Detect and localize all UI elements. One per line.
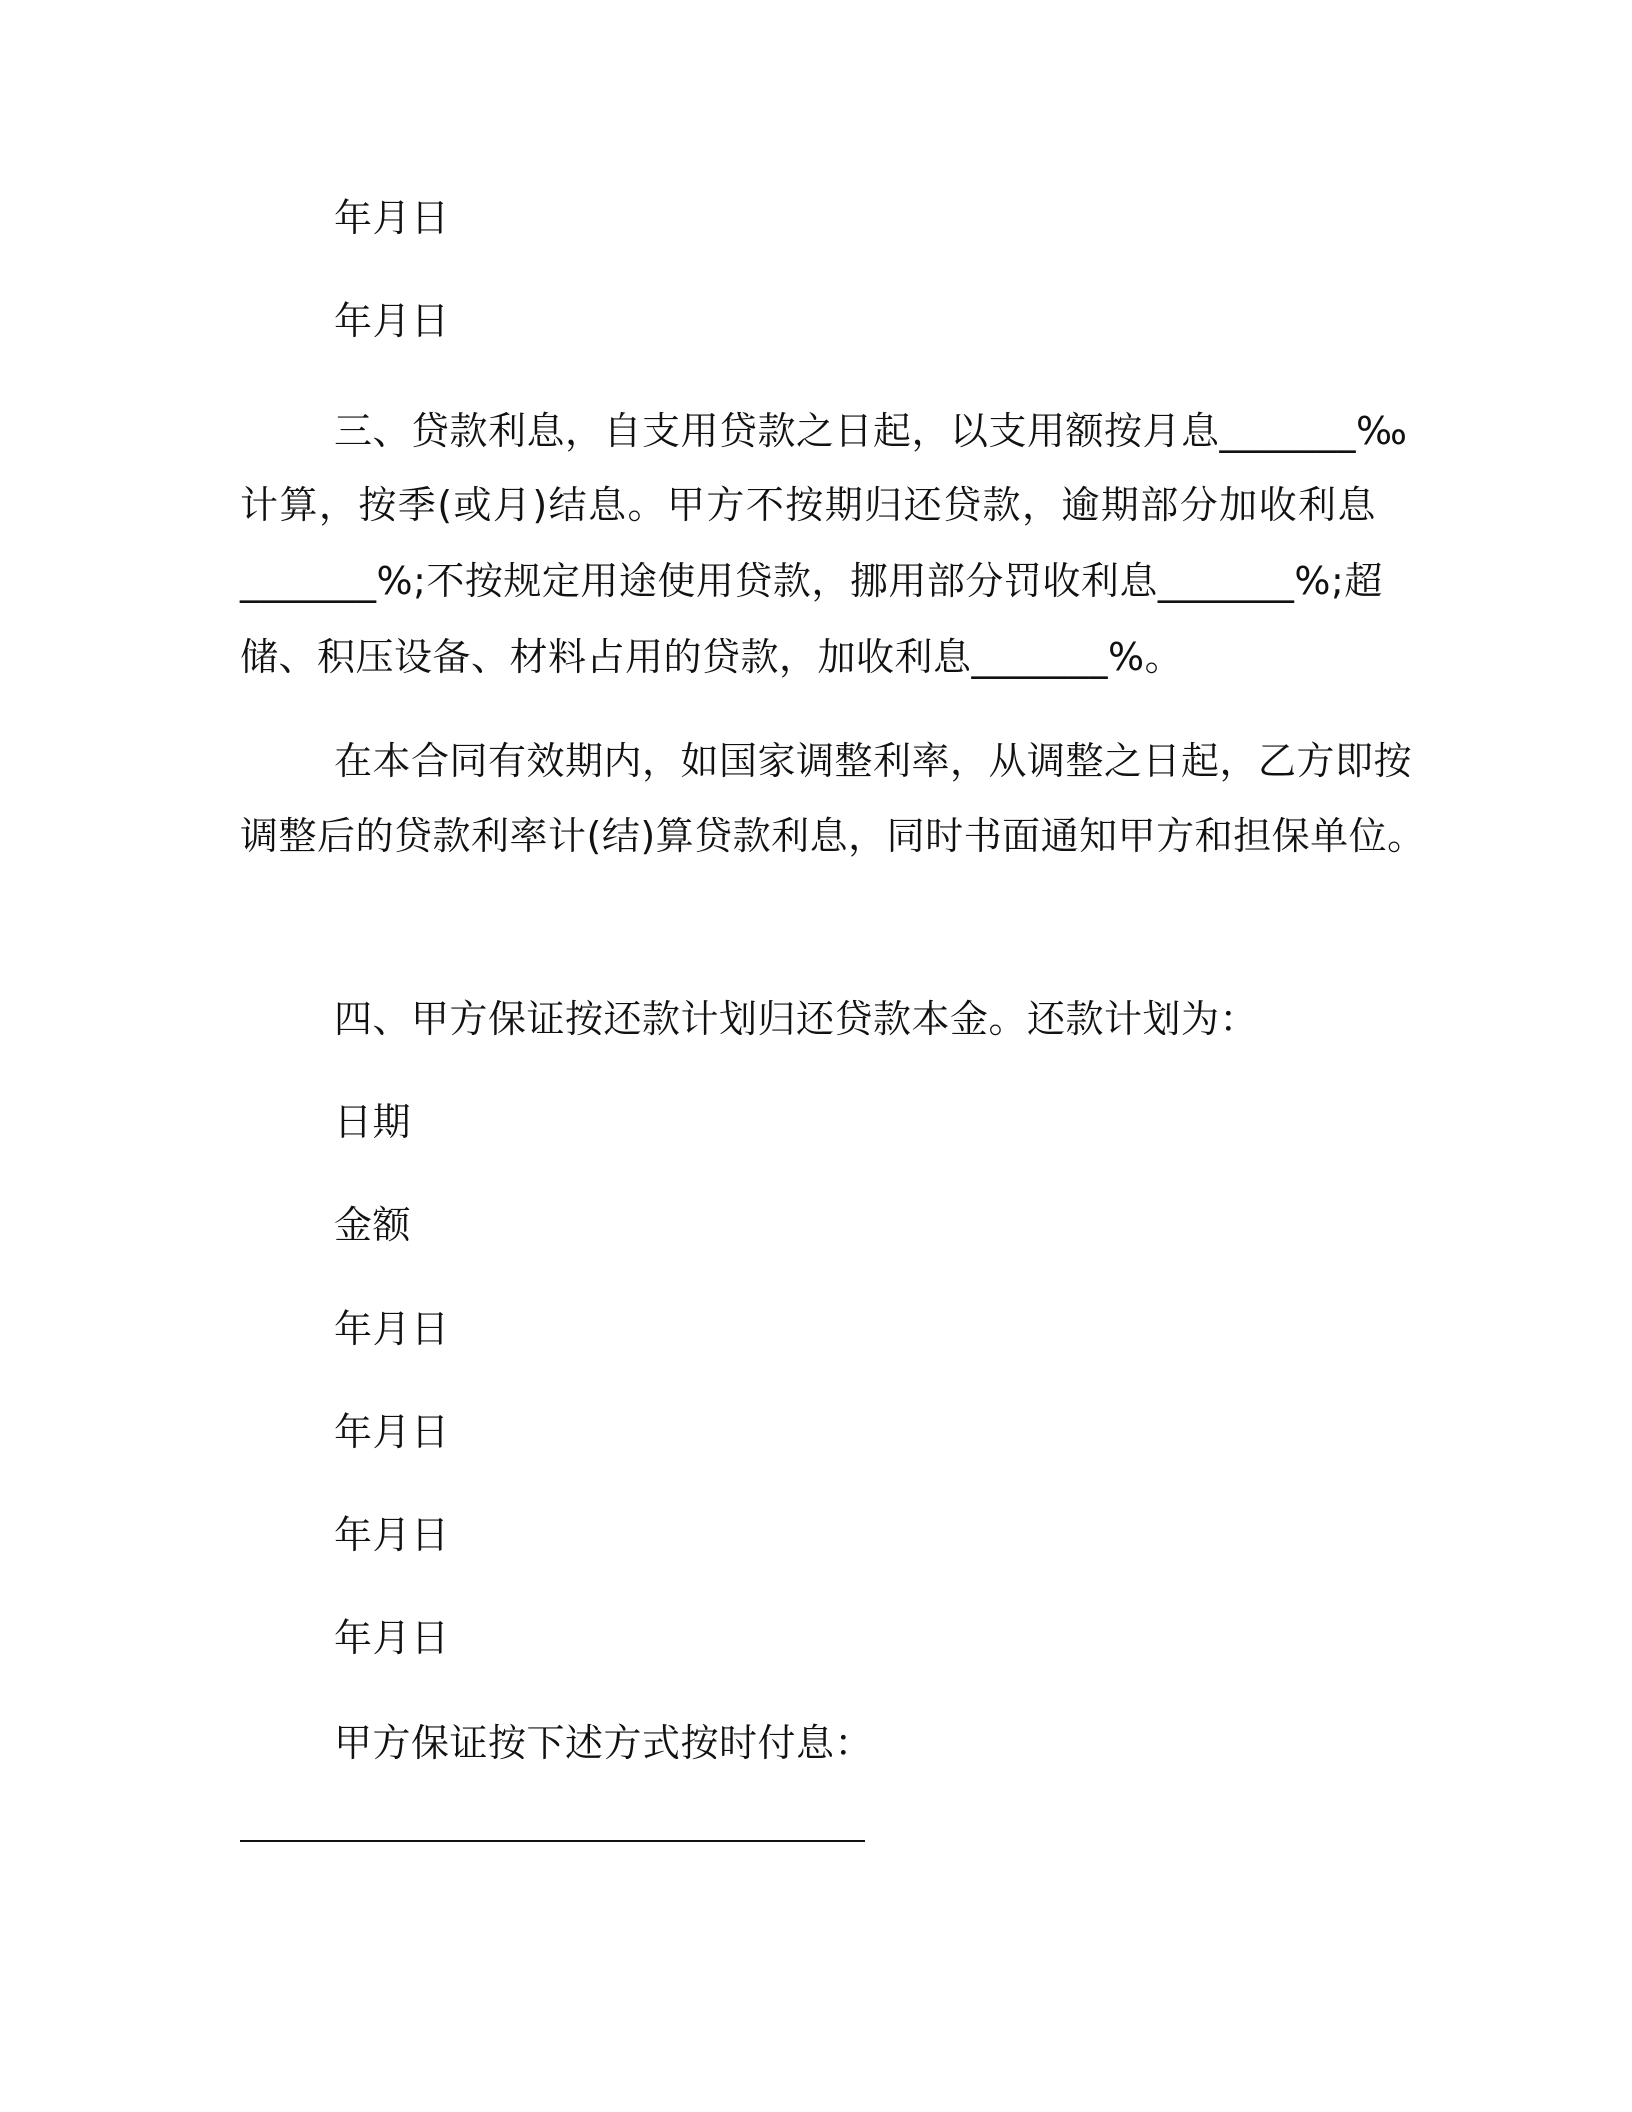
date-line: 年月日	[334, 1410, 450, 1454]
rate-adjust-line: 在本合同有效期内，如国家调整利率，从调整之日起，乙方即按	[334, 739, 1413, 783]
section-4-line: 四、甲方保证按还款计划归还贷款本金。还款计划为：	[334, 997, 1259, 1041]
date-line: 年月日	[334, 196, 450, 240]
schedule-date-header: 日期	[334, 1100, 412, 1144]
date-line: 年月日	[334, 1307, 450, 1351]
fill-in-blank-line	[240, 1840, 865, 1842]
section-3-line: 储、积压设备、材料占用的贷款，加收利息_______%。	[240, 635, 1184, 679]
schedule-amount-header: 金额	[334, 1203, 412, 1247]
section-3-line: _______%;不按规定用途使用贷款，挪用部分罚收利息_______%;超	[240, 559, 1383, 603]
section-3-line: 三、贷款利息，自支用贷款之日起，以支用额按月息_______‰	[334, 409, 1408, 453]
interest-method-line: 甲方保证按下述方式按时付息：	[334, 1721, 874, 1765]
rate-adjust-line: 调整后的贷款利率计(结)算贷款利息，同时书面通知甲方和担保单位。	[240, 814, 1426, 858]
section-3-line: 计算，按季(或月)结息。甲方不按期归还贷款，逾期部分加收利息	[240, 483, 1376, 527]
date-line: 年月日	[334, 1513, 450, 1557]
date-line: 年月日	[334, 299, 450, 343]
date-line: 年月日	[334, 1616, 450, 1660]
